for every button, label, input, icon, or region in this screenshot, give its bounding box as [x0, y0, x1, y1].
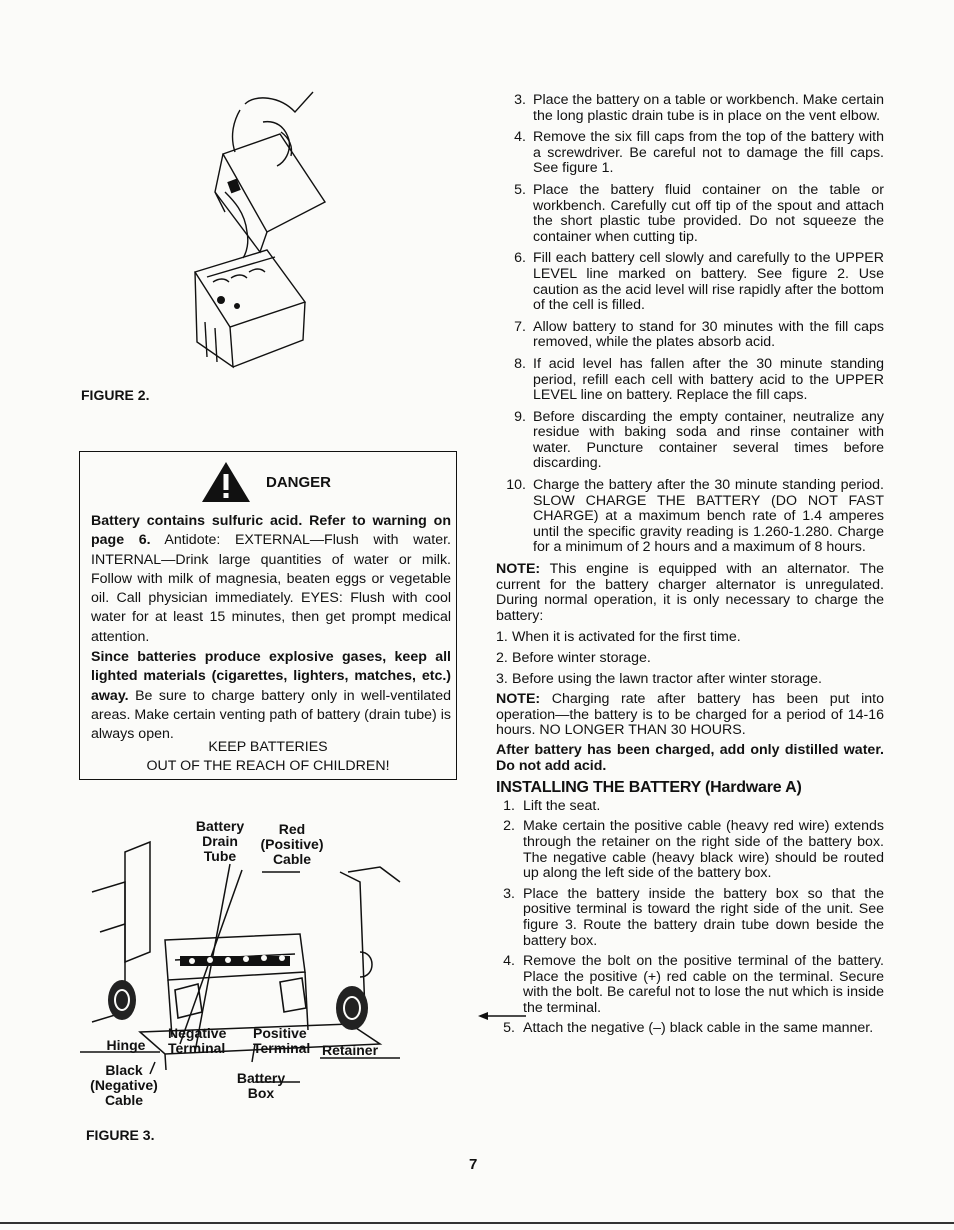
danger-gases-warning: Since batteries produce explosive gases, keep all lighted materials (cigarettes, lighters, matches, etc.) away.	[91, 649, 451, 704]
label-black-negative-cable: Black (Negative) Cable	[90, 1062, 158, 1108]
step-text: Before discarding the empty container, neutralize any residue with baking soda and rinse container with water. Puncture container several times before discarding.	[533, 408, 884, 472]
step-text: Charge the battery after the 30 minute standing period. SLOW CHARGE THE BATTERY (DO NOT FAST CHARGE) at a maximum bench rate of 1.4 amperes until the specific gravity reading is 1.260-1.280. Charge for a minimum of 2 hours and a maximum of 8 hours.	[533, 477, 884, 556]
section-heading-installing: INSTALLING THE BATTERY (Hardware A)	[496, 779, 802, 797]
danger-paragraph-acid	[91, 512, 451, 647]
list-item	[496, 887, 884, 949]
list-item	[496, 672, 884, 688]
list-item	[496, 478, 884, 556]
step-number: 5.	[503, 1020, 515, 1037]
step-number: 10.	[506, 477, 526, 494]
step-text: If acid level has fallen after the 30 minute standing period, refill each cell with battery acid to the UPPER LEVEL line on battery. Replace the fill caps.	[533, 355, 884, 404]
label-hinge: Hinge	[106, 1037, 146, 1053]
list-item	[496, 93, 884, 124]
list-item	[496, 1021, 884, 1037]
figure-2-caption: FIGURE 2.	[81, 387, 150, 403]
list-item	[496, 799, 884, 815]
step-number: 3.	[503, 885, 515, 902]
note-text: This engine is equipped with an alternator. The current for the battery charger alternator is unregulated. During normal operation, it is only necessary to charge the battery:	[496, 561, 884, 624]
note-alternator	[496, 562, 884, 624]
battery-filling-drawing	[185, 82, 330, 372]
note-label: NOTE:	[496, 691, 541, 708]
danger-warning-box	[79, 451, 457, 780]
step-text: Fill each battery cell slowly and carefully to the UPPER LEVEL line marked on battery. See figure 2. Use caution as the acid level will rise rapidly after the bottom of the cell is filled.	[533, 250, 884, 314]
figure-3-caption: FIGURE 3.	[86, 1127, 155, 1143]
page-number: 7	[469, 1156, 478, 1173]
label-negative-terminal: Negative Terminal	[168, 1025, 227, 1056]
step-number: 4.	[503, 953, 515, 970]
activation-steps-list	[496, 93, 884, 1042]
after-charge-warning: After battery has been charged, add only distilled water. Do not add acid.	[496, 741, 884, 774]
bottom-rule	[0, 1222, 954, 1224]
step-number: 1.	[503, 797, 515, 814]
step-number: 2.	[503, 818, 515, 835]
label-battery-box: Battery Box	[236, 1070, 286, 1101]
step-number: 3.	[514, 92, 526, 108]
label-red-positive-cable: Red (Positive) Cable	[260, 821, 324, 867]
step-text: Allow battery to stand for 30 minutes with the fill caps removed, while the plates absorb acid.	[533, 318, 884, 351]
list-item	[496, 954, 884, 1016]
note-charging-rate	[496, 692, 884, 739]
item-text: When it is activated for the first time.	[512, 629, 741, 646]
step-text: Remove the bolt on the positive terminal of the battery. Place the positive (+) red cable on the terminal. Secure with the bolt. Be careful not to lose the nut which is inside the terminal.	[523, 953, 884, 1016]
list-item	[496, 320, 884, 351]
item-number: 2.	[496, 650, 508, 666]
item-text: Before using the lawn tractor after winter storage.	[512, 670, 822, 687]
step-number: 6.	[514, 250, 526, 267]
list-item	[496, 651, 884, 667]
step-text: Place the battery fluid container on the table or workbench. Carefully cut off tip of the spout and attach the short plastic tube provided. Do not squeeze the container when cutting tip.	[533, 181, 884, 245]
list-item	[496, 819, 884, 881]
step-text: Place the battery inside the battery box so that the positive terminal is toward the right side of the unit. See figure 3. Route the battery drain tube down beside the battery box.	[523, 885, 884, 949]
item-text: Before winter storage.	[512, 650, 651, 666]
item-number: 3.	[496, 670, 508, 687]
list-item	[496, 410, 884, 472]
danger-paragraph-gases	[91, 648, 451, 744]
list-item	[496, 251, 884, 313]
step-number: 5.	[514, 181, 526, 198]
list-item	[496, 183, 884, 245]
pointer-arrow-icon	[478, 1008, 526, 1026]
step-text: Lift the seat.	[523, 797, 601, 814]
warning-triangle-icon	[200, 460, 252, 509]
note-label: NOTE:	[496, 561, 541, 578]
list-item	[496, 357, 884, 404]
danger-title: DANGER	[266, 474, 332, 491]
danger-ventilation-text: Be sure to charge battery only in well-ventilated areas. Make certain venting path of battery (drain tube) is always open.	[91, 687, 451, 743]
step-text: Attach the negative (–) black cable in the same manner.	[523, 1020, 874, 1037]
figure-2-illustration	[185, 82, 330, 372]
danger-acid-warning: Battery contains sulfuric acid. Refer to warning on page 6.	[91, 513, 451, 549]
step-number: 7.	[514, 318, 526, 335]
keep-batteries-line: KEEP BATTERIES	[208, 739, 328, 755]
step-text: Place the battery on a table or workbench. Make certain the long plastic drain tube is in place on the vent elbow.	[533, 92, 884, 124]
step-text: Remove the six fill caps from the top of the battery with a screwdriver. Be careful not to damage the fill caps. See figure 1.	[533, 129, 884, 177]
reach-of-children-line: OUT OF THE REACH OF CHILDREN!	[146, 758, 390, 774]
step-number: 8.	[514, 355, 526, 372]
label-battery-drain-tube: Battery Drain Tube	[195, 818, 245, 864]
item-number: 1.	[496, 629, 508, 646]
note-text: Charging rate after battery has been put into operation—the battery is to be charged for a period of 14-16 hours. NO LONGER THAN 30 HOURS.	[496, 691, 884, 739]
step-number: 9.	[514, 408, 526, 425]
danger-antidote-text: Antidote: EXTERNAL—Flush with water. INTERNAL—Drink large quantities of water or milk. Follow with milk of magnesia, beaten eggs or vegetable oil. Call physician immediately. EYES: Flush with cool water for at least 15 minutes, then get prompt medical attention.	[91, 532, 451, 645]
list-item	[496, 130, 884, 177]
step-number: 4.	[514, 129, 526, 146]
list-item	[496, 630, 884, 646]
step-text: Make certain the positive cable (heavy red wire) extends through the retainer on the right side of the battery box. The negative cable (heavy black wire) should be routed up along the left side of the battery box.	[523, 818, 884, 882]
label-retainer: Retainer	[322, 1042, 379, 1058]
label-positive-terminal: Positive Terminal	[253, 1025, 311, 1056]
